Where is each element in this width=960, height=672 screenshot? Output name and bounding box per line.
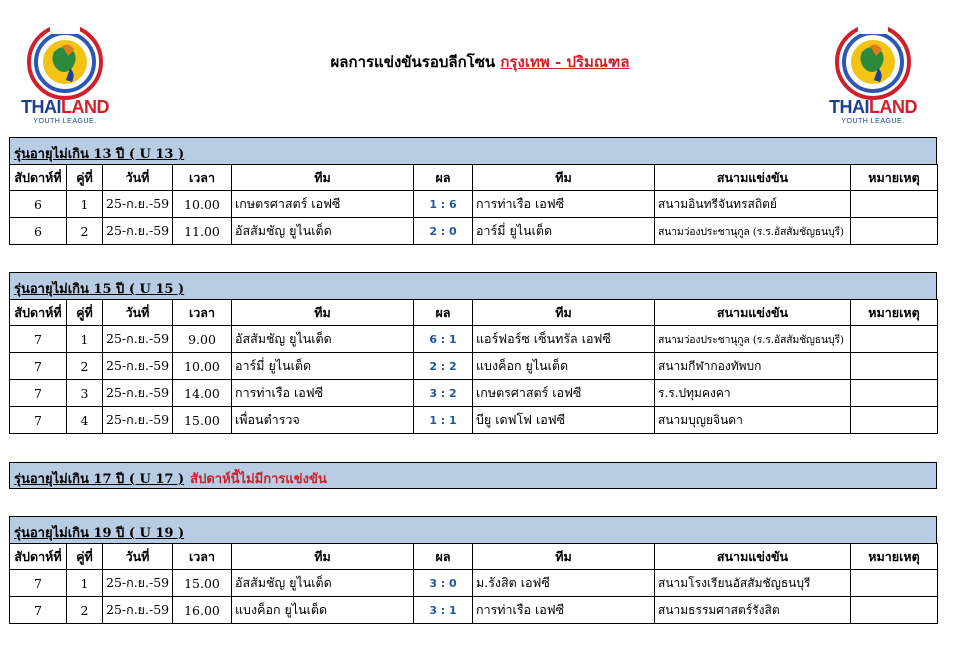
score-cell: 3 : 2 <box>414 380 473 407</box>
remark-cell <box>851 353 938 380</box>
home-team-cell: อาร์มี่ ยูไนเต็ด <box>232 353 414 380</box>
table-row <box>10 570 938 597</box>
col-venue: สนามแข่งขัน <box>655 300 851 326</box>
title-prefix: ผลการแข่งขันรอบลีกโซน <box>330 53 496 71</box>
venue-cell: ร.ร.ปทุมคงคา <box>655 380 851 407</box>
week-cell: 7 <box>10 380 67 407</box>
score-cell: 1 : 1 <box>414 407 473 434</box>
time-cell: 15.00 <box>173 570 232 597</box>
week-cell: 6 <box>10 191 67 218</box>
away-team-cell: แบงค็อก ยูไนเต็ด <box>473 353 655 380</box>
home-team-cell: อัสสัมชัญ ยูไนเต็ด <box>232 218 414 245</box>
table-row <box>10 597 938 624</box>
col-date: วันที่ <box>103 544 173 570</box>
venue-cell: สนามว่องประชานุกูล (ร.ร.อัสสัมชัญธนบุรี) <box>655 218 851 245</box>
venue-cell: สนามว่องประชานุกูล (ร.ร.อัสสัมชัญธนบุรี) <box>655 326 851 353</box>
match-cell: 4 <box>67 407 103 434</box>
col-result: ผล <box>414 544 473 570</box>
logo-subtitle: YOUTH LEAGUE. <box>841 118 905 125</box>
thailand-youth-league-logo-left <box>10 22 120 126</box>
date-cell: 25-ก.ย.-59 <box>103 218 173 245</box>
away-team-cell: ม.รังสิต เอฟซี <box>473 570 655 597</box>
venue-cell: สนามอินทรีจันทรสถิตย์ <box>655 191 851 218</box>
home-team-cell: อัสสัมชัญ ยูไนเต็ด <box>232 570 414 597</box>
score-cell: 2 : 2 <box>414 353 473 380</box>
table-header-row <box>10 300 938 326</box>
table-row <box>10 353 938 380</box>
table-row <box>10 380 938 407</box>
logo-subtitle: YOUTH LEAGUE. <box>33 118 97 125</box>
col-remark: หมายเหตุ <box>851 165 938 191</box>
section-heading: รุ่นอายุไม่เกิน 13 ปี ( U 13 ) <box>9 137 937 164</box>
venue-cell: สนามบุญยจินดา <box>655 407 851 434</box>
col-time: เวลา <box>173 544 232 570</box>
date-cell: 25-ก.ย.-59 <box>103 407 173 434</box>
title-region: กรุงเทพ - ปริมณฑล <box>500 53 630 71</box>
away-team-cell: เกษตรศาสตร์ เอฟซี <box>473 380 655 407</box>
week-cell: 6 <box>10 218 67 245</box>
match-cell: 1 <box>67 570 103 597</box>
remark-cell <box>851 218 938 245</box>
score-cell: 3 : 1 <box>414 597 473 624</box>
week-cell: 7 <box>10 326 67 353</box>
away-team-cell: แอร์ฟอร์ซ เซ็นทรัล เอฟซี <box>473 326 655 353</box>
col-venue: สนามแข่งขัน <box>655 165 851 191</box>
col-match: คู่ที่ <box>67 544 103 570</box>
home-team-cell: อัสสัมชัญ ยูไนเต็ด <box>232 326 414 353</box>
table-row <box>10 407 938 434</box>
remark-cell <box>851 326 938 353</box>
section-u17 <box>9 462 937 489</box>
section-heading: รุ่นอายุไม่เกิน 17 ปี ( U 17 ) สัปดาห์นี้ไม่มีการแข่งขัน <box>9 462 937 489</box>
venue-cell: สนามธรรมศาสตร์รังสิต <box>655 597 851 624</box>
date-cell: 25-ก.ย.-59 <box>103 380 173 407</box>
results-table <box>9 164 938 245</box>
away-team-cell: การท่าเรือ เอฟซี <box>473 597 655 624</box>
match-cell: 2 <box>67 353 103 380</box>
match-cell: 1 <box>67 326 103 353</box>
away-team-cell: บียู เดฟโฟ เอฟซี <box>473 407 655 434</box>
col-venue: สนามแข่งขัน <box>655 544 851 570</box>
home-team-cell: เกษตรศาสตร์ เอฟซี <box>232 191 414 218</box>
col-match: คู่ที่ <box>67 165 103 191</box>
date-cell: 25-ก.ย.-59 <box>103 597 173 624</box>
score-cell: 2 : 0 <box>414 218 473 245</box>
table-row <box>10 218 938 245</box>
week-cell: 7 <box>10 353 67 380</box>
match-cell: 3 <box>67 380 103 407</box>
remark-cell <box>851 380 938 407</box>
col-match: คู่ที่ <box>67 300 103 326</box>
col-team: ทีม <box>473 165 655 191</box>
score-cell: 3 : 0 <box>414 570 473 597</box>
col-week: สัปดาห์ที่ <box>10 544 67 570</box>
away-team-cell: การท่าเรือ เอฟซี <box>473 191 655 218</box>
col-time: เวลา <box>173 165 232 191</box>
thailand-youth-league-logo-right <box>818 22 928 126</box>
week-cell: 7 <box>10 570 67 597</box>
score-cell: 1 : 6 <box>414 191 473 218</box>
col-team: ทีม <box>473 300 655 326</box>
table-row <box>10 191 938 218</box>
remark-cell <box>851 191 938 218</box>
date-cell: 25-ก.ย.-59 <box>103 191 173 218</box>
time-cell: 10.00 <box>173 191 232 218</box>
match-cell: 1 <box>67 191 103 218</box>
match-cell: 2 <box>67 218 103 245</box>
col-remark: หมายเหตุ <box>851 300 938 326</box>
home-team-cell: การท่าเรือ เอฟซี <box>232 380 414 407</box>
no-match-note: สัปดาห์นี้ไม่มีการแข่งขัน <box>190 472 327 487</box>
date-cell: 25-ก.ย.-59 <box>103 326 173 353</box>
col-week: สัปดาห์ที่ <box>10 165 67 191</box>
logo-wordmark: THAILAND <box>21 97 109 117</box>
col-team: ทีม <box>232 544 414 570</box>
logo-wordmark: THAILAND <box>829 97 917 117</box>
col-remark: หมายเหตุ <box>851 544 938 570</box>
remark-cell <box>851 407 938 434</box>
col-time: เวลา <box>173 300 232 326</box>
date-cell: 25-ก.ย.-59 <box>103 353 173 380</box>
week-cell: 7 <box>10 597 67 624</box>
col-team: ทีม <box>232 300 414 326</box>
match-cell: 2 <box>67 597 103 624</box>
table-header-row <box>10 544 938 570</box>
home-team-cell: เพื่อนตำรวจ <box>232 407 414 434</box>
section-u19 <box>9 516 937 624</box>
date-cell: 25-ก.ย.-59 <box>103 570 173 597</box>
results-table <box>9 299 938 434</box>
section-u15 <box>9 272 937 434</box>
time-cell: 15.00 <box>173 407 232 434</box>
time-cell: 11.00 <box>173 218 232 245</box>
table-row <box>10 326 938 353</box>
venue-cell: สนามโรงเรียนอัสสัมชัญธนบุรี <box>655 570 851 597</box>
time-cell: 9.00 <box>173 326 232 353</box>
score-cell: 6 : 1 <box>414 326 473 353</box>
section-u13 <box>9 137 937 245</box>
results-table <box>9 543 938 624</box>
away-team-cell: อาร์มี่ ยูไนเต็ด <box>473 218 655 245</box>
venue-cell: สนามกีฬากองทัพบก <box>655 353 851 380</box>
time-cell: 14.00 <box>173 380 232 407</box>
col-date: วันที่ <box>103 165 173 191</box>
week-cell: 7 <box>10 407 67 434</box>
time-cell: 16.00 <box>173 597 232 624</box>
time-cell: 10.00 <box>173 353 232 380</box>
home-team-cell: แบงค็อก ยูไนเต็ด <box>232 597 414 624</box>
table-header-row <box>10 165 938 191</box>
page-title <box>0 50 960 74</box>
col-week: สัปดาห์ที่ <box>10 300 67 326</box>
remark-cell <box>851 597 938 624</box>
col-result: ผล <box>414 300 473 326</box>
col-team: ทีม <box>232 165 414 191</box>
col-result: ผล <box>414 165 473 191</box>
section-heading: รุ่นอายุไม่เกิน 19 ปี ( U 19 ) <box>9 516 937 543</box>
remark-cell <box>851 570 938 597</box>
col-team: ทีม <box>473 544 655 570</box>
col-date: วันที่ <box>103 300 173 326</box>
section-heading: รุ่นอายุไม่เกิน 15 ปี ( U 15 ) <box>9 272 937 299</box>
